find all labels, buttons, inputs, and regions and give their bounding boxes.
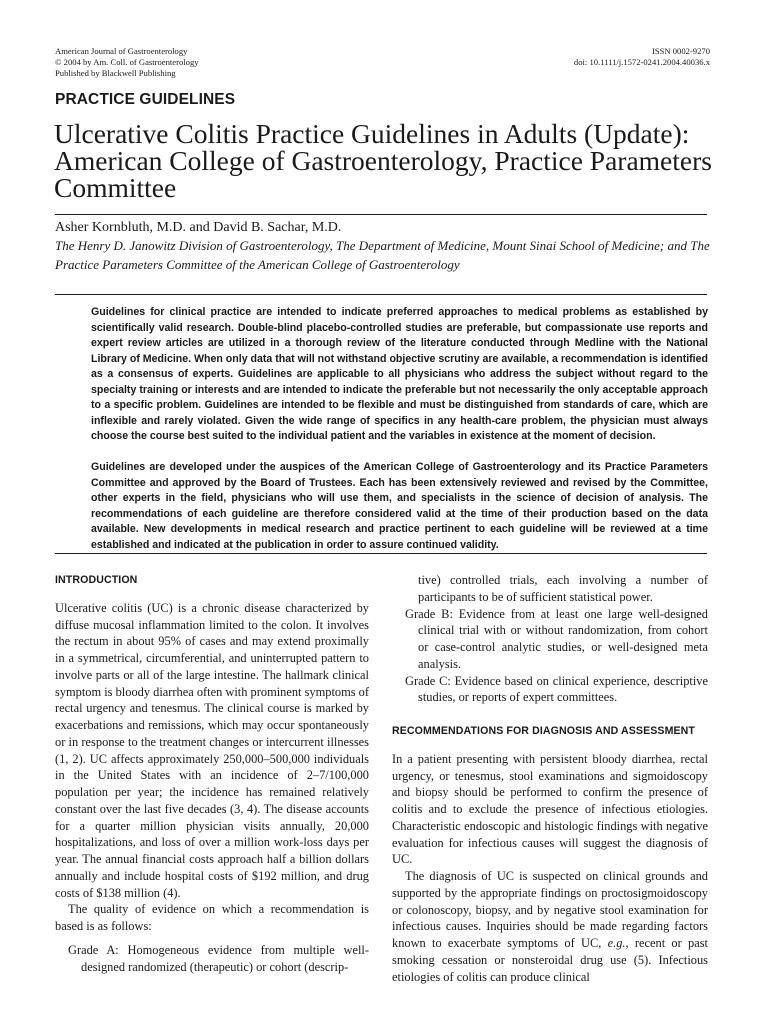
issn-header xyxy=(574,46,710,68)
guidelines-paragraph-2: Guidelines are developed under the auspices of the American College of Gastroenterology and its Practice Parameters Committee and approved by the Board of Trustees. Each has been extensively reviewed and revised by the Committee, other experts in the field, physicians who will use them, and specialists in the science of decision of analysis. The recommendations of each guideline are therefore considered valid at the time of their production based on the data available. New developments in medical research and practice pertinent to each guideline will be reviewed at a time established and indicated at the publication in order to assure continued validity. xyxy=(91,461,708,551)
guidelines-development xyxy=(91,460,708,553)
introduction-paragraph: Ulcerative colitis (UC) is a chronic disease characterized by diffuse mucosal inflammation limited to the colon. It involves the rectum in about 95% of cases and may extend proximally in a symmetrical, circumferential, and uninterrupted pattern to involve parts or all of the large intestine. The hallmark clinical symptom is bloody diarrhea often with prominent symptoms of rectal urgency and tenesmus. The clinical course is marked by exacerbations and remissions, which may occur spontaneously or in response to the treatment changes or intercurrent illnesses (1, 2). UC affects approximately 250,000–500,000 individuals in the United States with an incidence of 2–7/100,000 population per year; the incidence has remained relatively constant over the last five decades (3, 4). The disease accounts for a quarter million physician visits annually, 20,000 hospitalizations, and loss of over a million work-loss days per year. The annual financial costs approach half a billion dollars annually and include hospital costs of $192 million, and drug costs of $138 million (4). xyxy=(55,600,369,900)
publisher-line: Published by Blackwell Publishing xyxy=(55,68,176,78)
abstract-top-rule xyxy=(55,294,707,295)
copyright-line: © 2004 by Am. Coll. of Gastroenterology xyxy=(55,57,199,67)
right-column xyxy=(392,572,708,985)
journal-name: American Journal of Gastroenterology xyxy=(55,46,188,56)
doi: doi: 10.1111/j.1572-0241.2004.40036.x xyxy=(573,57,710,67)
section-tag: PRACTICE GUIDELINES xyxy=(55,91,236,108)
eg-abbreviation: e.g. xyxy=(607,936,626,950)
introduction-heading: INTRODUCTION xyxy=(55,574,138,586)
grade-a-continued: tive) controlled trials, each involving a number of participants to be of sufficient statistical power. xyxy=(418,573,708,604)
diagnosis-paragraph-2-end: , recent or past smoking cessation or nonsteroidal drug use (5). Infectious etiologies of colitis can produce clinical xyxy=(392,936,708,984)
affiliation: The Henry D. Janowitz Division of Gastroenterology, The Department of Medicine, Mount Sinai School of Medicine; and The Practice Parameters Committee of the American College of Gastroenterology xyxy=(55,238,710,272)
grade-c: Grade C: Evidence based on clinical experience, descriptive studies, or reports of expert committees. xyxy=(405,673,708,705)
diagnosis-paragraph-1: In a patient presenting with persistent bloody diarrhea, rectal urgency, or tenesmus, stool examinations and sigmoidoscopy and biopsy should be performed to confirm the presence of colitis and to exclude the presence of infectious etiologies. Characteristic endoscopic and histologic findings with negative evaluation for infectious causes will suggest the diagnosis of UC. xyxy=(392,751,708,867)
guidelines-paragraph-1: Guidelines for clinical practice are intended to indicate preferred approaches to medical problems as established by scientifically valid research. Double-blind placebo-controlled studies are preferable, but compassionate use reports and expert review articles are utilized in a thorough review of the literature conducted through Medline with the National Library of Medicine. When only data that will not withstand objective scrutiny are available, a recommendation is identified as a consensus of experts. Guidelines are applicable to all physicians who address the subject without regard to the specialty training or interests and are intended to indicate the preferable but not necessarily the only acceptable approach to a specific problem. Guidelines are intended to be flexible and must be distinguished from standards of care, which are inflexible and rarely violated. Given the wide range of specifics in any health-care problem, the physician must always choose the course best suited to the individual patient and the variables in existence at the moment of decision. xyxy=(91,306,708,442)
journal-header xyxy=(55,46,199,79)
authors: Asher Kornbluth, M.D. and David B. Sachar, M.D. xyxy=(55,220,342,235)
abstract-bottom-rule xyxy=(55,553,707,554)
grade-a: Grade A: Homogeneous evidence from multiple well-designed randomized (therapeutic) or cohort (descrip- xyxy=(68,942,369,974)
diagnosis-paragraph-2-start: The diagnosis of UC is suspected on clinical grounds and supported by the appropriate findings on proctosigmoidoscopy or colonoscopy, biopsy, and by negative stool examination for infectious causes. Inquiries should be made regarding factors known to exacerbate symptoms of UC, xyxy=(392,869,708,950)
guidelines-statement xyxy=(91,305,708,445)
left-column xyxy=(55,572,369,975)
issn: ISSN 0002-9270 xyxy=(651,46,710,56)
recommendations-heading: RECOMMENDATIONS FOR DIAGNOSIS AND ASSESSMENT xyxy=(392,725,695,737)
article-title: Ulcerative Colitis Practice Guidelines in Adults (Update): American College of Gastroenterology, Practice Parameters Committee xyxy=(54,118,712,203)
diagnosis-paragraph-2 xyxy=(392,868,708,985)
evidence-quality-paragraph: The quality of evidence on which a recommendation is based is as follows: xyxy=(55,902,369,933)
grade-b: Grade B: Evidence from at least one large well-designed clinical trial with or without randomization, from cohort or case-control analytic studies, or well-designed meta analysis. xyxy=(405,606,708,671)
title-divider xyxy=(55,214,707,215)
